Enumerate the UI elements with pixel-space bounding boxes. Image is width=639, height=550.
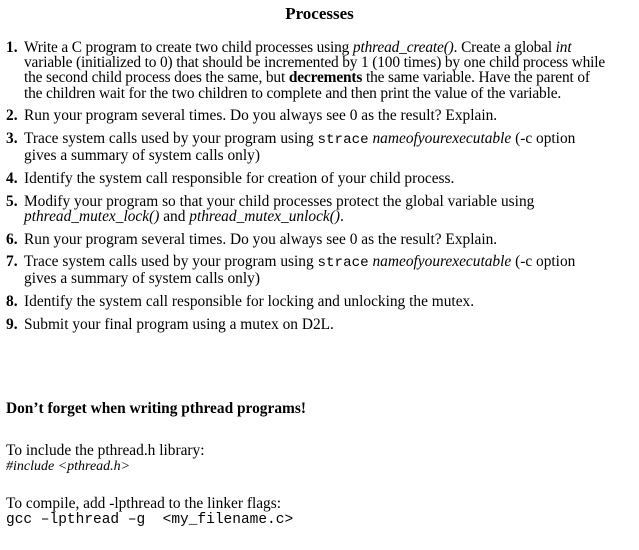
task-4 [6, 171, 611, 186]
task-number: 2. [6, 107, 18, 125]
include-note-intro: To include the pthread.h library: [6, 442, 205, 459]
task-text [24, 193, 534, 225]
task-text-part: Trace system calls used by your program using [24, 130, 318, 148]
task-text-part: . [340, 207, 344, 225]
include-directive: #include <pthread.h> [6, 459, 131, 474]
task-text [24, 39, 605, 102]
command-name: strace [317, 132, 369, 149]
task-text: Identify the system call responsible for creation of your child process. [24, 169, 455, 187]
task-number: 7. [6, 253, 18, 271]
task-6 [6, 232, 611, 247]
type-name: int [555, 39, 572, 56]
function-name: pthread_create() [352, 39, 454, 56]
executable-placeholder: nameofyourexecutable [372, 130, 512, 148]
task-text-part: (-c option gives a summary of system calls only) [24, 253, 576, 288]
function-name: pthread_mutex_unlock() [189, 207, 340, 225]
compile-note [6, 496, 293, 528]
command-name: strace [317, 255, 369, 272]
task-text: Run your program several times. Do you always see 0 as the result? Explain. [24, 230, 498, 248]
task-number: 5. [6, 192, 18, 210]
task-number: 1. [6, 39, 18, 56]
task-text: Run your program several times. Do you always see 0 as the result? Explain. [24, 107, 498, 125]
compile-note-intro: To compile, add -lpthread to the linker flags: [6, 495, 282, 512]
task-9 [6, 317, 611, 332]
task-number: 3. [6, 130, 18, 148]
executable-placeholder: nameofyourexecutable [372, 253, 512, 271]
task-text: Identify the system call responsible for locking and unlocking the mutex. [24, 293, 475, 311]
reminder-heading: Don’t forget when writing pthread programs! [6, 400, 306, 417]
task-7 [6, 254, 611, 286]
task-number: 4. [6, 169, 18, 187]
task-text: Submit your final program using a mutex on D2L. [24, 315, 334, 333]
task-text [24, 253, 575, 287]
task-text-part: Write a C program to create two child processes using [24, 39, 353, 56]
task-text-part: variable (initialized to 0) that should be incremented by 1 (100 times) by one child process while the second child process does the same, but [24, 54, 606, 87]
task-text-part: Modify your program so that your child processes protect the global variable using [24, 192, 535, 210]
include-note [6, 443, 205, 475]
function-name: pthread_mutex_lock() [24, 207, 160, 225]
task-3 [6, 131, 611, 163]
task-2 [6, 108, 611, 123]
task-text-part: . Create a global [453, 39, 556, 56]
compile-command: gcc –lpthread –g <my_filename.c> [6, 512, 294, 528]
task-text-part: and [159, 207, 190, 225]
task-text-part: the same variable. Have the parent of the children wait for the two children to complete and then print the value of the variable. [24, 69, 590, 102]
task-list [6, 40, 611, 340]
task-number: 8. [6, 293, 18, 311]
page-title: Processes [285, 4, 354, 23]
task-5 [6, 194, 611, 224]
emphasis-word: decrements [288, 69, 363, 87]
task-number: 6. [6, 230, 18, 248]
task-text-part: Trace system calls used by your program using [24, 253, 318, 271]
task-number: 9. [6, 315, 18, 333]
task-text-part: (-c option gives a summary of system calls only) [24, 130, 576, 165]
task-text [24, 130, 575, 164]
task-8 [6, 294, 611, 309]
task-1 [6, 40, 611, 101]
